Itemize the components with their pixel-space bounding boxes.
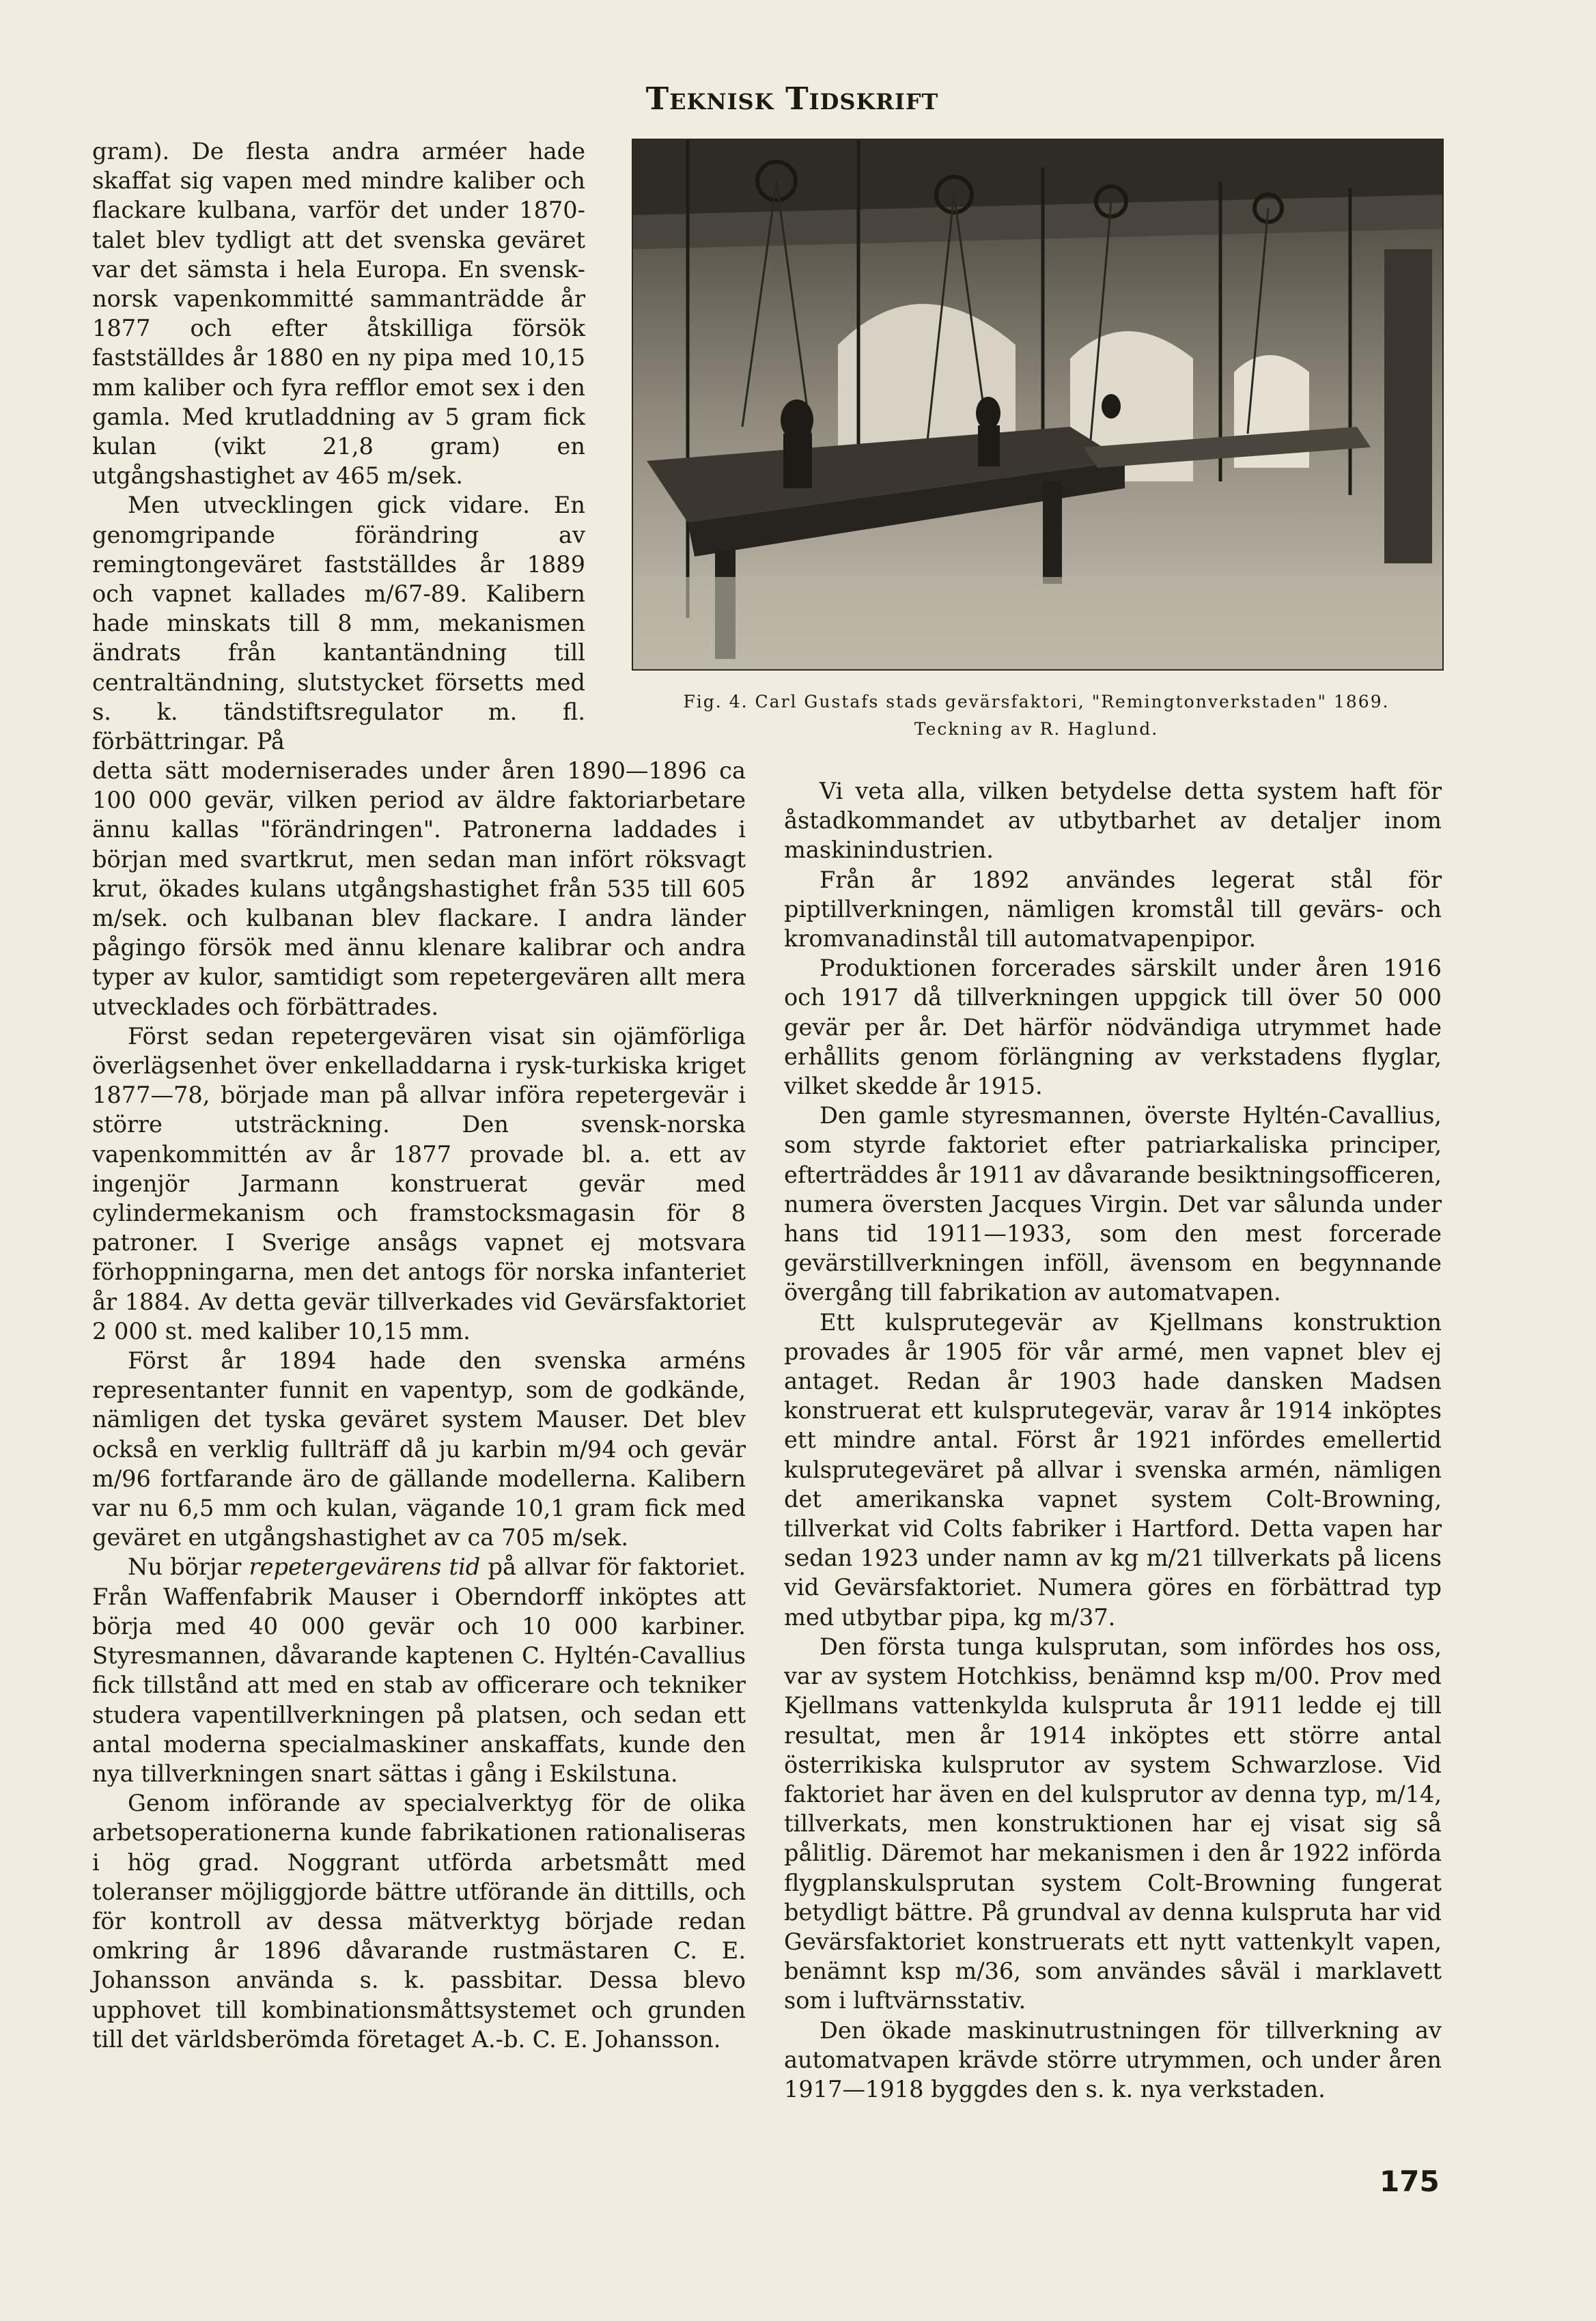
paragraph: gram). De flesta andra arméer hade skaffat sig vapen med mindre kaliber och flackare kulbana, varför det under 1870-talet blev tydligt att det svenska geväret var det sämsta i hela Europa. En svensk-norsk vapenkommitté sammanträdde år 1877 och efter åtskilliga försök fastställdes år 1880 en ny pipa med 10,15 mm kaliber och fyra refflor emot sex i den gamla. Med krutladdning av 5 gram fick kulan (vikt 21,8 gram) en utgångshastighet av 465 m/sek. [92, 138, 585, 490]
workshop-drawing-image [633, 140, 1442, 669]
paragraph: Vi veta alla, vilken betydelse detta system haft för åstadkommandet av utbytbarhet av detaljer inom maskinindustrien. [784, 778, 1442, 864]
text-run: Nu börjar [128, 1553, 249, 1581]
factory-illustration [632, 139, 1444, 671]
left-column-lower [92, 756, 746, 2054]
paragraph: Ett kulsprutegevär av Kjellmans konstruktion provades år 1905 för vår armé, men vapnet blev ej antaget. Redan år 1903 hade dansken Madsen konstruerat ett kulsprutegevär, varav år 1914 inköptes ett mindre antal. Först år 1921 infördes emellertid kulsprutegeväret på allvar i svenska armén, nämligen det amerikanska vapnet system Colt-Browning, tillverkat vid Colts fabriker i Hartford. Detta vapen har sedan 1923 under namn av kg m/21 tillverkats på licens vid Gevärsfaktoriet. Numera göres en förbättrad typ med utbytbar pipa, kg m/37. [784, 1308, 1442, 1631]
paragraph: Den ökade maskinutrustningen för tillverkning av automatvapen krävde större utrymmen, och under åren 1917—1918 byggdes den s. k. nya verkstaden. [784, 2016, 1442, 2102]
journal-title: Teknisk Tidskrift [645, 81, 939, 117]
paragraph: Men utvecklingen gick vidare. En genomgripande förändring av remingtongeväret fastställdes år 1889 och vapnet kallades m/67-89. Kalibern hade minskats till 8 mm, mekanismen ändrats från kantantändning till centraltändning, slutstycket försetts med s. k. tändstiftsregulator m. fl. förbättringar. På [92, 492, 585, 755]
text-run: på allvar för faktoriet. Från Waffenfabrik Mauser i Oberndorff inköptes att börja med 40 000 gevär och 10 000 karbiner. Styresmannen, dåvarande kaptenen C. Hyltén-Cavallius fick tillstånd att med en stab av officerare och tekniker studera vapentillverkningen på platsen, och sedan ett antal moderna specialmaskiner anskaffats, kunde den nya tillverkningen snart sättas i gång i Eskilstuna. [92, 1553, 746, 1787]
right-column [784, 776, 1442, 2104]
emphasis-text: repetergevärens tid [249, 1553, 481, 1581]
paragraph: Den gamle styresmannen, överste Hyltén-Cavallius, som styrde faktoriet efter patriarkaliska principer, efterträddes år 1911 av dåvarande besiktningsofficeren, numera översten Jacques Virgin. Det var sålunda under hans tid 1911—1933, som den mest forcerade gevärstillverkningen inföll, ävensom en begynnande övergång till fabrikation av automatvapen. [784, 1102, 1442, 1306]
figure-caption [632, 688, 1441, 743]
page-number: 175 [1380, 2165, 1440, 2198]
caption-line: Fig. 4. Carl Gustafs stads gevärsfaktori, "Remingtonverkstaden" 1869. [683, 692, 1390, 712]
paragraph: Först år 1894 hade den svenska arméns representanter funnit en vapentyp, som de godkände, nämligen det tyska geväret system Mauser. Det blev också en verklig fullträff då ju karbin m/94 och gevär m/96 fortfarande äro de gällande modellerna. Kalibern var nu 6,5 mm och kulan, vägande 10,1 gram fick med geväret en utgångshastighet av ca 705 m/sek. [92, 1347, 746, 1551]
paragraph: Den första tunga kulsprutan, som infördes hos oss, var av system Hotchkiss, benämnd ksp m/00. Prov med Kjellmans vattenkylda kulspruta år 1911 ledde ej till resultat, men år 1914 inköptes ett större antal österrikiska kulsprutor av system Schwarzlose. Vid faktoriet har även en del kulsprutor av denna typ, m/14, tillverkats, men konstruktionen har ej visat sig så pålitlig. Däremot har mekanismen i den år 1922 införda flygplanskulsprutan system Colt-Browning fungerat betydligt bättre. På grundval av denna kulspruta har vid Gevärsfaktoriet konstruerats ett nytt vattenkylt vapen, benämnt ksp m/36, som användes såväl i marklavett som i luftvärnsstativ. [784, 1633, 1442, 2014]
paragraph: Genom införande av specialverktyg för de olika arbetsoperationerna kunde fabrikationen rationaliseras i hög grad. Noggrant utförda arbetsmått med toleranser möjliggjorde bättre utförande än dittills, och för kontroll av dessa mätverktyg började redan omkring år 1896 dåvarande rustmästaren C. E. Johansson använda s. k. passbitar. Dessa blevo upphovet till kombinationsmåttsystemet och grunden till det världsberömda företaget A.-b. C. E. Johansson. [92, 1790, 746, 2053]
paragraph: Produktionen forcerades särskilt under åren 1916 och 1917 då tillverkningen uppgick till över 50 000 gevär per år. Det härför nödvändiga utrymmet hade erhållits genom förlängning av verkstadens flyglar, vilket skedde år 1915. [784, 955, 1442, 1100]
left-column-upper [92, 137, 585, 756]
paragraph: Först sedan repetergevären visat sin ojämförliga överlägsenhet över enkelladdarna i rysk-turkiska kriget 1877—78, började man på allvar införa repetergevär i större utsträckning. Den svensk-norska vapenkommittén av år 1877 provade bl. a. ett av ingenjör Jarmann konstruerat gevär med cylindermekanism och framstocksmagasin för 8 patroner. I Sverige ansågs vapnet ej motsvara förhoppningarna, men det antogs för norska infanteriet år 1884. Av detta gevär tillverkades vid Gevärsfaktoriet 2 000 st. med kaliber 10,15 mm. [92, 1022, 746, 1345]
caption-credit: Teckning av R. Haglund. [914, 719, 1159, 739]
paragraph [92, 1552, 746, 1788]
paragraph: Från år 1892 användes legerat stål för piptillverkningen, nämligen kromstål till gevärs- och kromvanadinstål till automatvapenpipor. [784, 866, 1442, 953]
paragraph: detta sätt moderniserades under åren 1890—1896 ca 100 000 gevär, vilken period av äldre faktoriarbetare ännu kallas "förändringen". Patronerna laddades i början med svartkrut, men sedan man infört röksvagt krut, ökades kulans utgångshastighet från 535 till 605 m/sek. och kulbanan blev flackare. I andra länder pågingo försök med ännu klenare kalibrar och andra typer av kulor, samtidigt som repetergevären allt mera utvecklades och förbättrades. [92, 757, 746, 1020]
